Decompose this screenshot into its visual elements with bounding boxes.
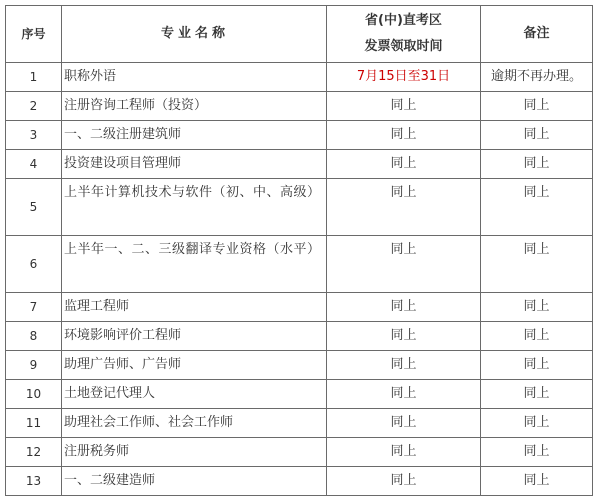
table-row	[6, 467, 593, 496]
row-name: 一、二级注册建筑师	[62, 121, 327, 150]
row-note: 同上	[481, 293, 593, 322]
row-index: 13	[6, 467, 62, 496]
row-index: 3	[6, 121, 62, 150]
table-row	[6, 322, 593, 351]
row-note: 同上	[481, 467, 593, 496]
table-header-row	[6, 6, 593, 63]
row-index: 11	[6, 409, 62, 438]
table-row	[6, 150, 593, 179]
header-index: 序号	[6, 6, 62, 63]
row-name: 一、二级建造师	[62, 467, 327, 496]
table-row	[6, 121, 593, 150]
table-row	[6, 236, 593, 293]
row-note: 同上	[481, 438, 593, 467]
table-row	[6, 293, 593, 322]
row-index: 7	[6, 293, 62, 322]
row-note: 同上	[481, 179, 593, 236]
row-index: 10	[6, 380, 62, 409]
row-note: 同上	[481, 351, 593, 380]
row-time: 同上	[327, 179, 481, 236]
row-note: 同上	[481, 380, 593, 409]
table-row	[6, 63, 593, 92]
row-time: 同上	[327, 121, 481, 150]
row-name: 上半年计算机技术与软件（初、中、高级）	[62, 179, 327, 236]
header-name	[62, 6, 327, 63]
table-row	[6, 380, 593, 409]
row-note: 同上	[481, 121, 593, 150]
table-row	[6, 438, 593, 467]
row-index: 12	[6, 438, 62, 467]
row-time: 同上	[327, 92, 481, 121]
row-note: 同上	[481, 150, 593, 179]
row-time: 7月15日至31日	[327, 63, 481, 92]
table-row	[6, 92, 593, 121]
header-name-label: 专业名称	[160, 26, 229, 41]
row-time: 同上	[327, 150, 481, 179]
row-note: 逾期不再办理。	[481, 63, 593, 92]
row-name: 职称外语	[62, 63, 327, 92]
row-index: 8	[6, 322, 62, 351]
row-name: 注册税务师	[62, 438, 327, 467]
row-index: 6	[6, 236, 62, 293]
row-time: 同上	[327, 467, 481, 496]
row-name: 投资建设项目管理师	[62, 150, 327, 179]
header-time	[327, 6, 481, 63]
row-index: 5	[6, 179, 62, 236]
row-time: 同上	[327, 409, 481, 438]
table-row	[6, 179, 593, 236]
row-name: 助理社会工作师、社会工作师	[62, 409, 327, 438]
table-row	[6, 351, 593, 380]
header-time-line2: 发票领取时间	[364, 39, 443, 54]
exam-invoice-table	[5, 5, 593, 496]
row-name: 助理广告师、广告师	[62, 351, 327, 380]
row-note: 同上	[481, 236, 593, 293]
row-time: 同上	[327, 438, 481, 467]
row-name: 土地登记代理人	[62, 380, 327, 409]
header-time-line1: 省(中)直考区	[365, 13, 442, 28]
table-row	[6, 409, 593, 438]
row-index: 1	[6, 63, 62, 92]
row-note: 同上	[481, 92, 593, 121]
row-time: 同上	[327, 351, 481, 380]
row-index: 9	[6, 351, 62, 380]
row-name: 上半年一、二、三级翻译专业资格（水平）	[62, 236, 327, 293]
row-name: 监理工程师	[62, 293, 327, 322]
row-index: 2	[6, 92, 62, 121]
row-note: 同上	[481, 409, 593, 438]
row-time: 同上	[327, 236, 481, 293]
row-name: 注册咨询工程师（投资）	[62, 92, 327, 121]
row-note: 同上	[481, 322, 593, 351]
row-time: 同上	[327, 322, 481, 351]
row-time: 同上	[327, 293, 481, 322]
row-index: 4	[6, 150, 62, 179]
header-note: 备注	[481, 6, 593, 63]
row-name: 环境影响评价工程师	[62, 322, 327, 351]
row-time: 同上	[327, 380, 481, 409]
